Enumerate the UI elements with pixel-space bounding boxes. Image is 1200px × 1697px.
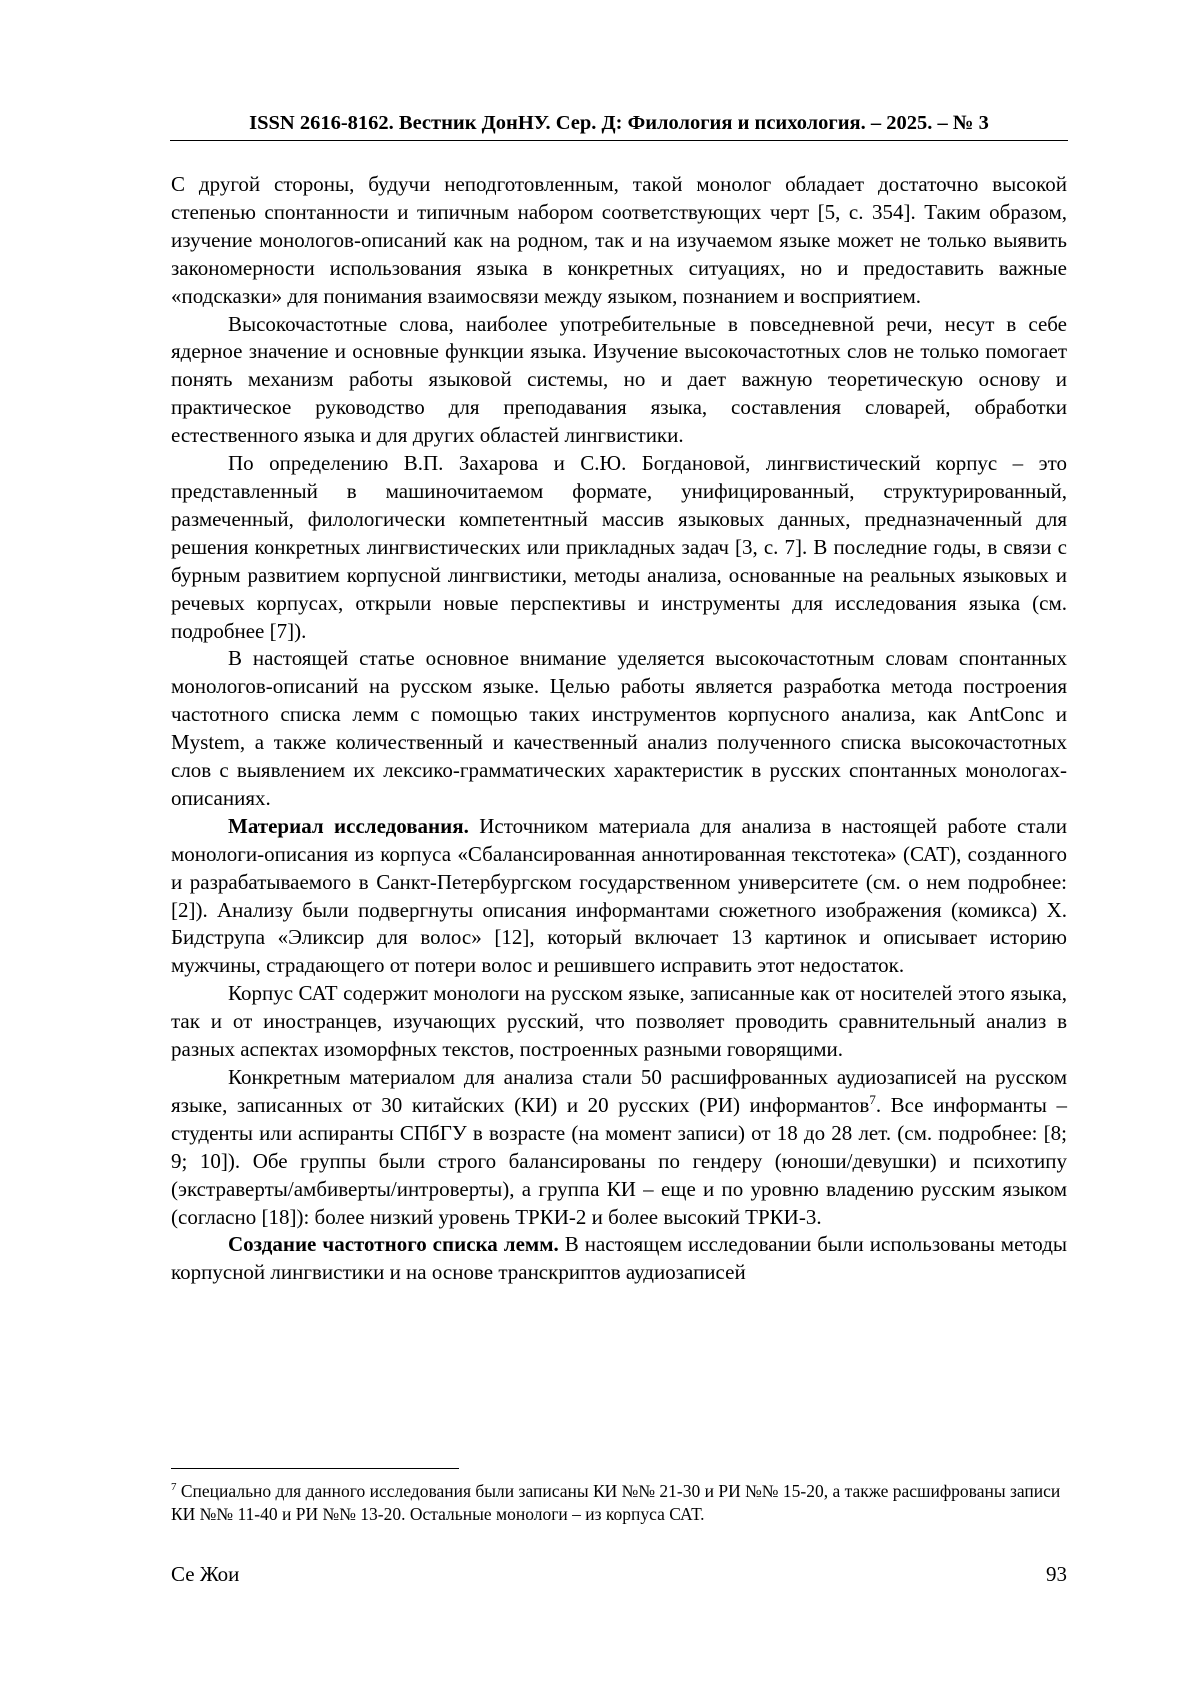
footnote-separator: [171, 1468, 459, 1469]
footnote-number: 7: [171, 1481, 177, 1494]
paragraph-1: С другой стороны, будучи неподготовленным, такой монолог обладает достаточно высокой степенью спонтанности и типичным набором соответствующих черт [5, с. 354]. Таким образом, изучение монологов-описаний как на родном, так и на изучаемом языке может не только выявить закономерности использования языка в конкретных ситуациях, но и предоставить важные «подсказки» для понимания взаимосвязи между языком, познанием и восприятием.: [171, 172, 1067, 308]
section-heading-lemma-list: Создание частотного списка лемм.: [228, 1232, 559, 1257]
paragraph-7-text-before: Конкретным материалом для анализа стали 50 расшифрованных аудиозаписей на русском языке, записанных от 30 китайских (КИ) и 20 русских (РИ) информантов: [171, 1065, 1067, 1117]
footnote-text: Специально для данного исследования были записаны КИ №№ 21-30 и РИ №№ 15-20, а также расшифрованы записи КИ №№ 11-40 и РИ №№ 13-20. Остальные монологи – из корпуса САТ.: [171, 1481, 1061, 1524]
paragraph-lemma-list-text: В настоящем исследовании были использованы методы корпусной лингвистики и на основе транскриптов аудиозаписей: [171, 1232, 1067, 1285]
paragraph-2: Высокочастотные слова, наиболее употребительные в повседневной речи, несут в себе ядерное значение и основные функции языка. Изучение высокочастотных слов не только помогает понять механизм работы языковой системы, но и дает важную теоретическую основу и практическое руководство для преподавания языка, составления словарей, обработки естественного языка и для других областей лингвистики.: [171, 311, 1067, 448]
paragraph-7: [171, 1064, 1067, 1231]
paragraph-4: В настоящей статье основное внимание уделяется высокочастотным словам спонтанных монологов-описаний на русском языке. Целью работы является разработка метода построения частотного списка лемм с помощью таких инструментов корпусного анализа, как AntConc и Mystem, а также количественный и качественный анализ полученного списка высокочастотных слов с выявлением их лексико-грамматических характеристик в русских спонтанных монологах-описаниях.: [171, 646, 1067, 810]
article-body: [171, 171, 1067, 1287]
paragraph-7-text-after: . Все информанты – студенты или аспиранты СПбГУ в возрасте (на момент записи) от 18 до 28 лет. (см. подробнее: [8; 9; 10]). Обе группы были строго балансированы по гендеру (юноши/девушки) и психотипу (экстраверты/амбиверты/интроверты), а группа КИ – еще и по уровню владению русским языком (согласно [18]): более низкий уровень ТРКИ-2 и более высокий ТРКИ-3.: [171, 1092, 1067, 1229]
paragraph-material: [171, 813, 1067, 980]
page-number: 93: [1046, 1562, 1067, 1586]
paragraph-lemma-list: [171, 1231, 1067, 1287]
footer-author: Се Жои: [171, 1562, 240, 1586]
section-heading-material: Материал исследования.: [228, 813, 469, 838]
paragraph-material-text: Источником материала для анализа в настоящей работе стали монологи-описания из корпуса «Сбалансированная аннотированная текстотека» (САТ), созданного и разрабатываемого в Санкт-Петербургском государственном университете (см. о нем подробнее: [2]). Анализу были подвергнуты описания информантами сюжетного изображения (комикса) Х. Бидструпа «Эликсир для волос» [12], который включает 13 картинок и описывает историю мужчины, страдающего от потери волос и решившего исправить этот недостаток.: [171, 813, 1067, 978]
footnote: [171, 1480, 1071, 1526]
paragraph-6: Корпус САТ содержит монологи на русском языке, записанные как от носителей этого языка, так и от иностранцев, изучающих русский, что позволяет проводить сравнительный анализ в разных аспектах изоморфных текстов, построенных разными говорящими.: [171, 981, 1067, 1062]
paragraph-3: По определению В.П. Захарова и С.Ю. Богдановой, лингвистический корпус – это представленный в машиночитаемом формате, унифицированный, структурированный, размеченный, филологически компетентный массив языковых данных, предназначенный для решения конкретных лингвистических или прикладных задач [3, с. 7]. В последние годы, в связи с бурным развитием корпусной лингвистики, методы анализа, основанные на реальных языковых и речевых корпусах, открыли новые перспективы и инструменты для исследования языка (см. подробнее [7]).: [171, 451, 1067, 643]
footnote-reference[interactable]: 7: [869, 1091, 876, 1107]
running-header: ISSN 2616-8162. Вестник ДонНУ. Сер. Д: Филология и психология. – 2025. – № 3: [170, 112, 1068, 141]
